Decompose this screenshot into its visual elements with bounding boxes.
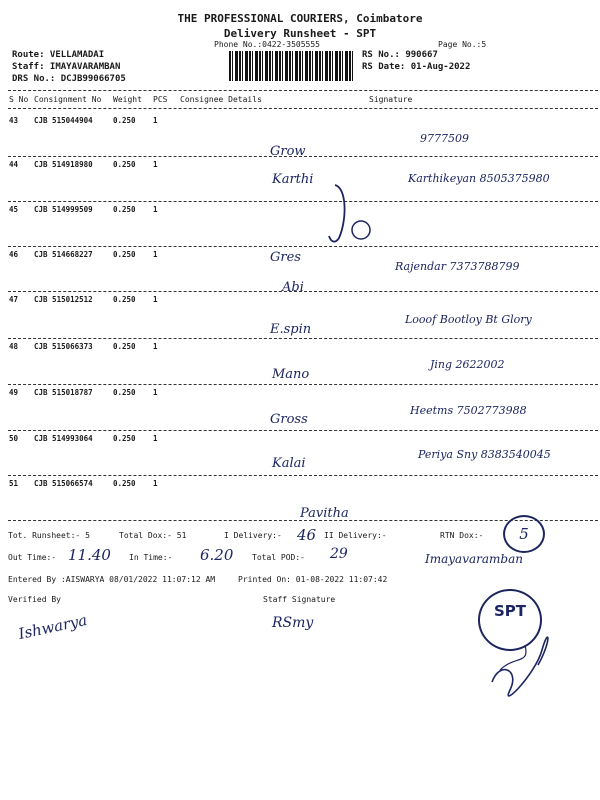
total-dox: Total Dox:- 51 [119, 531, 187, 540]
row-sno: 48 [9, 342, 19, 351]
row-signature-handwriting: 9777509 [420, 132, 469, 145]
divider [8, 108, 598, 109]
drs-number: DRS No.: DCJB99066705 [12, 74, 126, 84]
row-signature-handwriting: Heetms 7502773988 [410, 404, 527, 417]
staff-signature: RSmy [272, 615, 314, 631]
col-consignment: Consignment No [34, 95, 102, 104]
printed-on: Printed On: 01-08-2022 11:07:42 [238, 575, 388, 584]
i-delivery-value: 46 [297, 526, 317, 544]
row-consignee-handwriting: Mano [272, 367, 310, 382]
stamp-signature-scribble-icon [480, 620, 560, 700]
row-consignee-handwriting: Pavitha [300, 506, 349, 521]
row-weight: 0.250 [113, 295, 136, 304]
col-weight: Weight [113, 95, 142, 104]
row-weight: 0.250 [113, 250, 136, 259]
col-pcs: PCS [153, 95, 168, 104]
row-pcs: 1 [153, 250, 158, 259]
staff-handwritten-name: Imayavaramban [425, 552, 523, 566]
total-pod-value: 29 [330, 546, 348, 562]
row-pcs: 1 [153, 205, 158, 214]
row-consignment-no: CJB 514999509 [34, 205, 93, 214]
row-consignee-handwriting: Karthi [272, 172, 314, 187]
verified-signature: Ishwarya [16, 610, 89, 644]
in-time: In Time:- [129, 553, 173, 562]
row-sno: 43 [9, 116, 19, 125]
row-consignee-handwriting: Kalai [272, 456, 306, 471]
total-pod: Total POD:- [252, 553, 305, 562]
rtn-dox-value: 5 [503, 515, 545, 553]
row-signature-handwriting: Jing 2622002 [430, 358, 505, 371]
row-consignment-no: CJB 514993064 [34, 434, 93, 443]
row-consignee-handwriting: Grow [270, 144, 306, 159]
out-time-value: 11.40 [68, 546, 111, 564]
company-title: THE PROFESSIONAL COURIERS, Coimbatore [177, 12, 423, 25]
row-sno: 49 [9, 388, 19, 397]
row-divider [8, 475, 598, 476]
row-sno: 45 [9, 205, 19, 214]
row-consignee-handwriting: E.spin [270, 322, 312, 337]
document-title: Delivery Runsheet - SPT [223, 27, 377, 40]
row-divider [8, 430, 598, 431]
row-signature-handwriting: Looof Bootloy Bt Glory [405, 313, 532, 326]
col-signature: Signature [369, 95, 413, 104]
ii-delivery: II Delivery:- [324, 531, 387, 540]
row-weight: 0.250 [113, 479, 136, 488]
row-signature-handwriting: Karthikeyan 8505375980 [408, 172, 550, 185]
row-consignment-no: CJB 515066574 [34, 479, 93, 488]
entered-by: Entered By :AISWARYA 08/01/2022 11:07:12 AM [8, 575, 216, 584]
staff-label: Staff: IMAYAVARAMBAN [12, 62, 121, 72]
row-sno: 46 [9, 250, 19, 259]
row-weight: 0.250 [113, 388, 136, 397]
bracket-mark-icon [325, 180, 375, 250]
row-consignment-no: CJB 514918980 [34, 160, 93, 169]
col-sno: S No [9, 95, 29, 104]
row-pcs: 1 [153, 160, 158, 169]
row-weight: 0.250 [113, 434, 136, 443]
row-consignment-no: CJB 515012512 [34, 295, 93, 304]
row-consignee-handwriting: Gross [270, 412, 308, 427]
row-consignment-no: CJB 515018787 [34, 388, 93, 397]
verified-by: Verified By [8, 595, 61, 604]
row-divider [8, 156, 598, 157]
row-divider [8, 291, 598, 292]
spt-stamp-text: SPT [493, 602, 527, 620]
row-pcs: 1 [153, 388, 158, 397]
out-time: Out Time:- [8, 553, 57, 562]
rs-date: RS Date: 01-Aug-2022 [362, 62, 471, 72]
in-time-value: 6.20 [200, 546, 234, 564]
row-signature-handwriting: Rajendar 7373788799 [395, 260, 520, 273]
row-divider [8, 338, 598, 339]
row-weight: 0.250 [113, 205, 136, 214]
row-pcs: 1 [153, 434, 158, 443]
row-signature-handwriting: Periya Sny 8383540045 [418, 448, 551, 461]
row-consignee-handwriting: Abi [282, 280, 304, 295]
staff-signature-label: Staff Signature [263, 595, 336, 604]
divider [8, 90, 598, 91]
col-consignee: Consignee Details [180, 95, 262, 104]
row-sno: 51 [9, 479, 19, 488]
row-sno: 44 [9, 160, 19, 169]
row-divider [8, 246, 598, 247]
page-number: Page No.:5 [438, 40, 487, 49]
row-weight: 0.250 [113, 116, 136, 125]
row-divider [8, 384, 598, 385]
tot-runsheet: Tot. Runsheet:- 5 [8, 531, 90, 540]
row-sno: 47 [9, 295, 19, 304]
route-label: Route: VELLAMADAI [12, 50, 105, 60]
row-consignment-no: CJB 515044904 [34, 116, 93, 125]
row-sno: 50 [9, 434, 19, 443]
row-pcs: 1 [153, 116, 158, 125]
row-consignee-handwriting: Gres [270, 250, 301, 265]
row-pcs: 1 [153, 295, 158, 304]
row-pcs: 1 [153, 479, 158, 488]
barcode-icon [229, 51, 353, 81]
phone-number: Phone No.:0422-3505555 [214, 40, 320, 49]
rtn-dox: RTN Dox:- [440, 531, 484, 540]
row-consignment-no: CJB 514668227 [34, 250, 93, 259]
row-weight: 0.250 [113, 342, 136, 351]
row-pcs: 1 [153, 342, 158, 351]
row-consignment-no: CJB 515066373 [34, 342, 93, 351]
row-divider [8, 201, 598, 202]
i-delivery: I Delivery:- [224, 531, 282, 540]
rs-number: RS No.: 990667 [362, 50, 438, 60]
row-weight: 0.250 [113, 160, 136, 169]
